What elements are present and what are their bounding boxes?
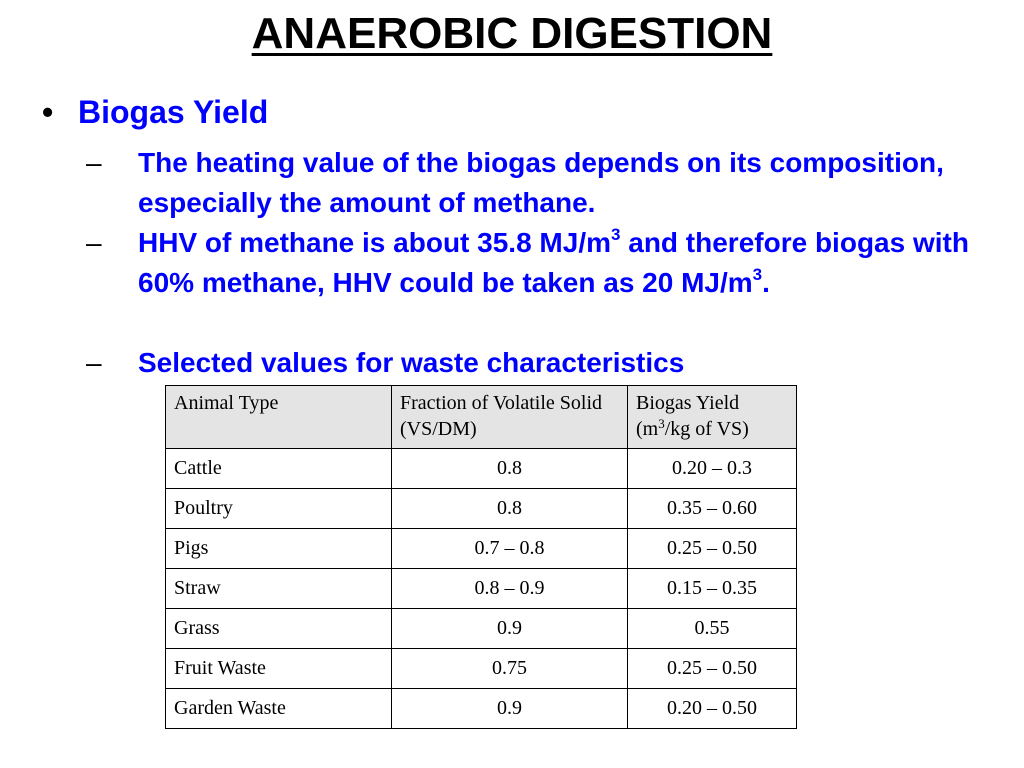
hhv-text-b: and therefore biogas with 60% methane, HHV could be taken as 20 MJ/m	[138, 227, 969, 298]
cell-biogas-yield: 0.35 – 0.60	[628, 489, 797, 529]
superscript-3: 3	[752, 265, 763, 284]
hhv-text-c: .	[762, 267, 770, 298]
table-row	[166, 609, 797, 649]
cell-biogas-yield: 0.25 – 0.50	[628, 649, 797, 689]
cell-biogas-yield: 0.25 – 0.50	[628, 529, 797, 569]
table-row	[166, 449, 797, 489]
subpoint-text: Selected values for waste characteristics	[138, 347, 685, 378]
table-row	[166, 529, 797, 569]
cell-fraction-volatile-solid: 0.8 – 0.9	[392, 569, 628, 609]
subpoint-hhv-methane	[86, 223, 1008, 303]
bullet-label: Biogas Yield	[78, 94, 269, 130]
cell-animal-type: Fruit Waste	[166, 649, 392, 689]
cell-animal-type: Straw	[166, 569, 392, 609]
cell-fraction-volatile-solid: 0.75	[392, 649, 628, 689]
cell-biogas-yield: 0.20 – 0.3	[628, 449, 797, 489]
superscript-3: 3	[658, 416, 665, 431]
table-body	[166, 449, 797, 729]
header-animal-type: Animal Type	[166, 386, 392, 449]
cell-biogas-yield: 0.20 – 0.50	[628, 689, 797, 729]
header-biogas-yield	[628, 386, 797, 449]
cell-fraction-volatile-solid: 0.8	[392, 489, 628, 529]
dash-marker: –	[86, 227, 102, 258]
table-header-row	[166, 386, 797, 449]
header-fraction-volatile-solid: Fraction of Volatile Solid (VS/DM)	[392, 386, 628, 449]
slide-title: ANAEROBIC DIGESTION	[251, 9, 773, 58]
table-row	[166, 689, 797, 729]
cell-fraction-volatile-solid: 0.7 – 0.8	[392, 529, 628, 569]
table-row	[166, 569, 797, 609]
bullet-biogas-yield	[42, 92, 268, 132]
cell-animal-type: Poultry	[166, 489, 392, 529]
subpoint-text	[138, 223, 1008, 303]
header-biogas-yield-a: Biogas Yield (m	[636, 392, 740, 440]
cell-biogas-yield: 0.15 – 0.35	[628, 569, 797, 609]
bullet-marker: •	[42, 94, 54, 130]
subpoint-selected-values	[86, 343, 1008, 383]
table-row	[166, 489, 797, 529]
subpoint-text: The heating value of the biogas depends on its composition, especially the amount of methane.	[138, 147, 944, 218]
subpoint-heating-value	[86, 143, 1008, 223]
cell-fraction-volatile-solid: 0.9	[392, 689, 628, 729]
cell-animal-type: Pigs	[166, 529, 392, 569]
cell-biogas-yield: 0.55	[628, 609, 797, 649]
superscript-3: 3	[611, 225, 621, 244]
hhv-text-a: HHV of methane is about 35.8 MJ/m	[138, 227, 611, 258]
header-biogas-yield-b: /kg of VS)	[664, 418, 749, 440]
table-row	[166, 649, 797, 689]
cell-animal-type: Grass	[166, 609, 392, 649]
dash-marker: –	[86, 147, 102, 178]
dash-marker: –	[86, 347, 102, 378]
cell-fraction-volatile-solid: 0.9	[392, 609, 628, 649]
cell-animal-type: Cattle	[166, 449, 392, 489]
cell-fraction-volatile-solid: 0.8	[392, 449, 628, 489]
cell-animal-type: Garden Waste	[166, 689, 392, 729]
waste-characteristics-table	[165, 385, 797, 729]
